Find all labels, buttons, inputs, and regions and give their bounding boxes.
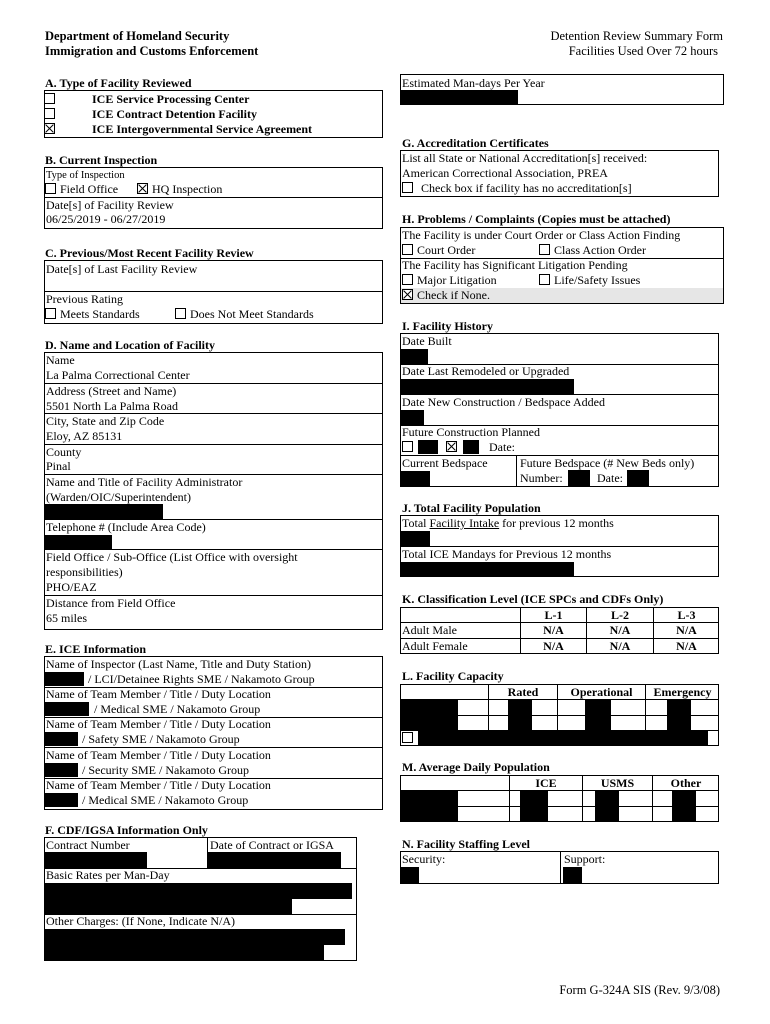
field-office-value: PHO/EAZ <box>46 580 97 594</box>
redaction-block <box>585 700 611 730</box>
classification-col-l1: L-1 <box>544 608 563 622</box>
checkbox-icon[interactable] <box>44 108 55 119</box>
classification-cell: N/A <box>609 623 631 637</box>
classification-col-l2: L-2 <box>611 608 629 622</box>
checkbox-icon[interactable] <box>402 182 413 193</box>
redaction-block <box>400 379 574 394</box>
redaction-block <box>400 471 430 487</box>
section-j-title: J. Total Facility Population <box>402 501 541 515</box>
future-construction-date-label: Date: <box>489 440 515 454</box>
team-member-label: Name of Team Member / Title / Duty Location <box>46 717 271 731</box>
redaction-block <box>44 945 324 960</box>
checkbox-icon[interactable] <box>402 732 413 743</box>
mandays-label: Estimated Man-days Per Year <box>402 76 545 90</box>
no-accreditation-option[interactable]: Check box if facility has no accreditation[s] <box>402 181 632 196</box>
field-office-label-2: responsibilities) <box>46 565 123 579</box>
redaction-block <box>44 672 84 686</box>
team-member-label: Name of Team Member / Title / Duty Location <box>46 748 271 762</box>
section-h-title: H. Problems / Complaints (Copies must be attached) <box>402 212 671 226</box>
agency-line-2: Immigration and Customs Enforcement <box>45 44 259 58</box>
last-review-label: Date[s] of Last Facility Review <box>46 262 198 276</box>
distance-value: 65 miles <box>46 611 87 625</box>
redaction-block <box>44 852 147 868</box>
date-built-label: Date Built <box>402 334 452 348</box>
redaction-block <box>400 531 430 547</box>
basic-rates-label: Basic Rates per Man-Day <box>46 868 170 882</box>
section-e-title: E. ICE Information <box>45 642 147 656</box>
section-c-title: C. Previous/Most Recent Facility Review <box>45 246 254 260</box>
facility-type-cdf-label: ICE Contract Detention Facility <box>92 107 257 121</box>
checked-checkbox-icon[interactable] <box>446 441 457 452</box>
checkbox-icon[interactable] <box>539 274 550 285</box>
facility-name-value: La Palma Correctional Center <box>46 368 190 382</box>
court-order-label: The Facility is under Court Order or Class Action Finding <box>402 228 681 242</box>
redaction-block <box>400 562 574 577</box>
redaction-block <box>595 791 619 822</box>
form-title: Detention Review Summary Form <box>550 29 723 43</box>
ice-mandays-label: Total ICE Mandays for Previous 12 months <box>402 547 612 561</box>
future-bedspace-label: Future Bedspace (# New Beds only) <box>520 456 695 470</box>
capacity-col-operational: Operational <box>570 685 633 699</box>
facility-intake-label: Total Facility Intake for previous 12 months <box>402 516 614 530</box>
checked-checkbox-icon[interactable] <box>137 183 148 194</box>
classification-cell: N/A <box>676 623 697 637</box>
review-dates-label: Date[s] of Facility Review <box>46 198 174 212</box>
section-n-title: N. Facility Staffing Level <box>402 837 530 851</box>
address-value: 5501 North La Palma Road <box>46 399 178 413</box>
section-f-title: F. CDF/IGSA Information Only <box>45 823 208 837</box>
class-action-option[interactable]: Class Action Order <box>539 243 646 258</box>
redaction-block <box>44 535 112 549</box>
does-not-meet-option[interactable]: Does Not Meet Standards <box>175 307 314 322</box>
team-member-value: / Medical SME / Nakamoto Group <box>94 702 261 716</box>
classification-cell: N/A <box>543 623 564 637</box>
classification-cell: N/A <box>609 639 631 653</box>
facility-type-igsa-label: ICE Intergovernmental Service Agreement <box>92 122 313 136</box>
redaction-block <box>400 410 424 425</box>
check-none-option[interactable]: Check if None. <box>402 288 490 303</box>
meets-standards-option[interactable]: Meets Standards <box>45 307 140 322</box>
litigation-label: The Facility has Significant Litigation Pending <box>402 258 628 272</box>
redaction-block <box>672 791 696 822</box>
county-value: Pinal <box>46 459 71 473</box>
team-member-label: Name of Team Member / Title / Duty Location <box>46 778 271 792</box>
redaction-block <box>627 470 649 486</box>
facility-type-option-spc[interactable] <box>44 92 59 107</box>
capacity-col-rated: Rated <box>507 685 539 699</box>
city-label: City, State and Zip Code <box>46 414 165 428</box>
agency-line-1: Department of Homeland Security <box>45 29 230 43</box>
form-number: Form G-324A SIS (Rev. 9/3/08) <box>559 983 720 997</box>
county-label: County <box>46 445 82 459</box>
capacity-checkbox[interactable] <box>402 731 417 746</box>
redaction-block <box>563 867 582 884</box>
facility-type-option-igsa[interactable] <box>44 122 59 137</box>
accreditation-list-label: List all State or National Accreditation[s] received: <box>402 151 648 165</box>
inspector-value: / LCI/Detainee Rights SME / Nakamoto Group <box>88 672 315 686</box>
section-k-title: K. Classification Level (ICE SPCs and CDFs Only) <box>402 592 664 606</box>
section-l-title: L. Facility Capacity <box>402 669 504 683</box>
current-bedspace-label: Current Bedspace <box>402 456 488 470</box>
classification-cell: N/A <box>676 639 697 653</box>
administrator-label-2: (Warden/OIC/Superintendent) <box>46 490 191 504</box>
redaction-block <box>400 791 458 822</box>
future-bedspace-date-label: Date: <box>597 471 623 485</box>
team-member-value: / Medical SME / Nakamoto Group <box>82 793 249 807</box>
redaction-block <box>568 470 590 486</box>
redaction-block <box>207 852 341 868</box>
major-litigation-option[interactable]: Major Litigation <box>402 273 497 288</box>
address-label: Address (Street and Name) <box>46 384 177 398</box>
redaction-block <box>44 732 78 746</box>
redaction-block <box>44 793 78 807</box>
capacity-col-emergency: Emergency <box>653 685 712 699</box>
life-safety-option[interactable]: Life/Safety Issues <box>539 273 640 288</box>
previous-rating-label: Previous Rating <box>46 292 123 306</box>
contract-number-label: Contract Number <box>46 838 130 852</box>
redaction-block <box>508 700 532 730</box>
city-value: Eloy, AZ 85131 <box>46 429 123 443</box>
redaction-block <box>418 440 438 454</box>
redaction-block <box>400 90 518 105</box>
section-m-title: M. Average Daily Population <box>402 760 550 774</box>
accreditation-list-value: American Correctional Association, PREA <box>402 166 608 180</box>
telephone-label: Telephone # (Include Area Code) <box>46 520 206 534</box>
redaction-block <box>44 883 352 899</box>
date-remodeled-label: Date Last Remodeled or Upgraded <box>402 364 570 378</box>
checkbox-icon[interactable] <box>45 183 56 194</box>
classification-row-label: Adult Male <box>402 623 457 637</box>
team-member-label: Name of Team Member / Title / Duty Location <box>46 687 271 701</box>
form-subtitle: Facilities Used Over 72 hours <box>568 44 718 58</box>
checked-checkbox-icon[interactable] <box>44 123 55 134</box>
classification-cell: N/A <box>543 639 564 653</box>
checkbox-icon[interactable] <box>539 244 550 255</box>
redaction-block <box>667 700 691 730</box>
population-col-other: Other <box>670 776 702 790</box>
field-office-label-1: Field Office / Sub-Office (List Office with oversight <box>46 550 298 564</box>
classification-row-label: Adult Female <box>402 639 468 653</box>
contract-date-label: Date of Contract or IGSA <box>210 838 334 852</box>
section-d-title: D. Name and Location of Facility <box>45 338 215 352</box>
administrator-label-1: Name and Title of Facility Administrator <box>46 475 243 489</box>
section-g-title: G. Accreditation Certificates <box>402 136 549 150</box>
staffing-support-label: Support: <box>564 852 606 866</box>
checkbox-icon[interactable] <box>402 274 413 285</box>
section-i-title: I. Facility History <box>402 319 493 333</box>
redaction-block <box>400 867 419 884</box>
classification-col-l3: L-3 <box>677 608 696 622</box>
redaction-block <box>44 702 89 716</box>
population-col-usms: USMS <box>600 776 635 790</box>
section-a-title: A. Type of Facility Reviewed <box>45 76 192 90</box>
inspection-type-label: Type of Inspection <box>46 170 125 181</box>
inspector-label: Name of Inspector (Last Name, Title and Duty Station) <box>46 657 311 671</box>
team-member-value: / Safety SME / Nakamoto Group <box>82 732 240 746</box>
population-col-ice: ICE <box>535 776 557 790</box>
facility-type-spc-label: ICE Service Processing Center <box>92 92 250 106</box>
redaction-block <box>44 763 78 777</box>
checkbox-icon[interactable] <box>402 244 413 255</box>
future-construction-label: Future Construction Planned <box>402 425 540 439</box>
court-order-option[interactable]: Court Order <box>402 243 475 258</box>
staffing-security-label: Security: <box>402 852 446 866</box>
distance-label: Distance from Field Office <box>46 596 176 610</box>
redaction-block <box>44 899 292 914</box>
future-construction-option-no[interactable] <box>402 440 417 455</box>
future-bedspace-number-label: Number: <box>520 471 563 485</box>
section-b-title: B. Current Inspection <box>45 153 158 167</box>
redaction-block <box>400 349 428 364</box>
checkbox-icon[interactable] <box>45 308 56 319</box>
checkbox-icon[interactable] <box>402 441 413 452</box>
redaction-block <box>400 700 458 730</box>
other-charges-label: Other Charges: (If None, Indicate N/A) <box>46 914 236 928</box>
redaction-block <box>520 791 548 822</box>
redaction-block <box>418 730 708 746</box>
future-construction-option-yes[interactable] <box>446 440 461 455</box>
facility-name-label: Name <box>46 353 75 367</box>
checkbox-icon[interactable] <box>175 308 186 319</box>
team-member-value: / Security SME / Nakamoto Group <box>82 763 249 777</box>
redaction-block <box>463 440 479 454</box>
new-construction-label: Date New Construction / Bedspace Added <box>402 395 605 409</box>
checked-checkbox-icon[interactable] <box>402 289 413 300</box>
review-dates-value: 06/25/2019 - 06/27/2019 <box>46 212 166 226</box>
redaction-block <box>44 929 345 945</box>
checkbox-icon[interactable] <box>44 93 55 104</box>
field-office-option[interactable]: Field Office <box>45 182 118 197</box>
hq-inspection-option[interactable]: HQ Inspection <box>137 182 222 197</box>
redaction-block <box>44 504 163 519</box>
facility-type-option-cdf[interactable] <box>44 107 59 122</box>
